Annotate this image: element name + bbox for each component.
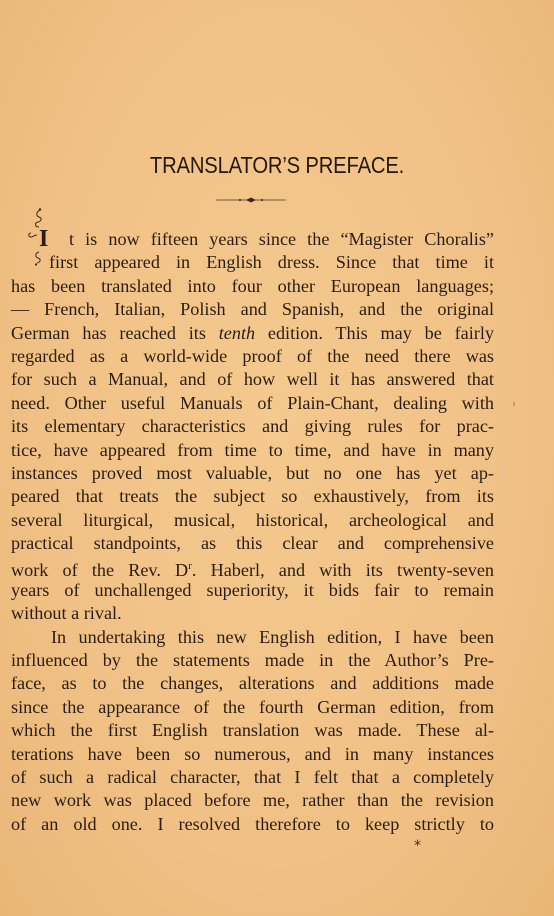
text-run: German has reached its	[11, 322, 219, 343]
emphasis-text: tenth	[218, 322, 256, 343]
text-run: . Haberl, and with its twenty-seven	[191, 560, 495, 581]
text-line: of such a radical character, that I felt that a completely	[11, 766, 494, 787]
text-run: work of the Rev. D	[11, 560, 189, 581]
text-line: instances proved most valuable, but no one has yet ap-	[11, 462, 494, 483]
text-line: terations have been so numerous, and in many instances	[11, 743, 494, 764]
text-line: years of unchallenged superiority, it bids fair to remain	[11, 579, 494, 600]
dropcap-letter: I	[39, 226, 49, 252]
text-run: edition. This may be fairly	[255, 322, 494, 343]
superscript-text: r	[188, 560, 192, 573]
text-line: for such a Manual, and of how well it has answered that	[11, 369, 494, 390]
page-title: TRANSLATOR’S PREFACE.	[149, 152, 405, 178]
text-line: In undertaking this new English edition, I have been	[51, 626, 494, 647]
text-line: without a rival.	[11, 603, 122, 624]
text-line: its elementary characteristics and giving rules for prac-	[11, 416, 494, 437]
text-line: has been translated into four other European languages;	[11, 275, 494, 296]
text-line	[11, 322, 494, 345]
text-line: since the appearance of the fourth German edition, from	[11, 696, 494, 717]
text-line: first appeared in English dress. Since that time it	[49, 252, 494, 273]
text-line: need. Other useful Manuals of Plain-Chant, dealing with	[11, 392, 494, 413]
text-line: influenced by the statements made in the Author’s Pre-	[11, 650, 494, 671]
text-line: — French, Italian, Polish and Spanish, and the original	[11, 299, 494, 320]
text-line: which the first English translation was made. These al-	[11, 720, 494, 741]
ornament-rule	[0, 190, 554, 210]
text-line: face, as to the changes, alterations and additions made	[11, 673, 494, 694]
text-line	[11, 555, 495, 581]
text-line: several liturgical, musical, historical, archeological and	[11, 509, 494, 530]
text-line: tice, have appeared from time to time, and have in many	[11, 439, 494, 460]
text-line: t is now fifteen years since the “Magister Choralis”	[69, 229, 494, 249]
text-line: of an old one. I resolved therefore to keep strictly to	[11, 813, 494, 834]
text-line: peared that treats the subject so exhaustively, from its	[11, 486, 494, 507]
text-line: practical standpoints, as this clear and comprehensive	[11, 533, 494, 554]
paper-speck	[513, 402, 515, 406]
signature-mark: *	[414, 838, 421, 854]
preface-text	[11, 228, 494, 836]
text-line: regarded as a world-wide proof of the need there was	[11, 345, 494, 366]
text-line: new work was placed before me, rather than the revision	[11, 790, 494, 811]
